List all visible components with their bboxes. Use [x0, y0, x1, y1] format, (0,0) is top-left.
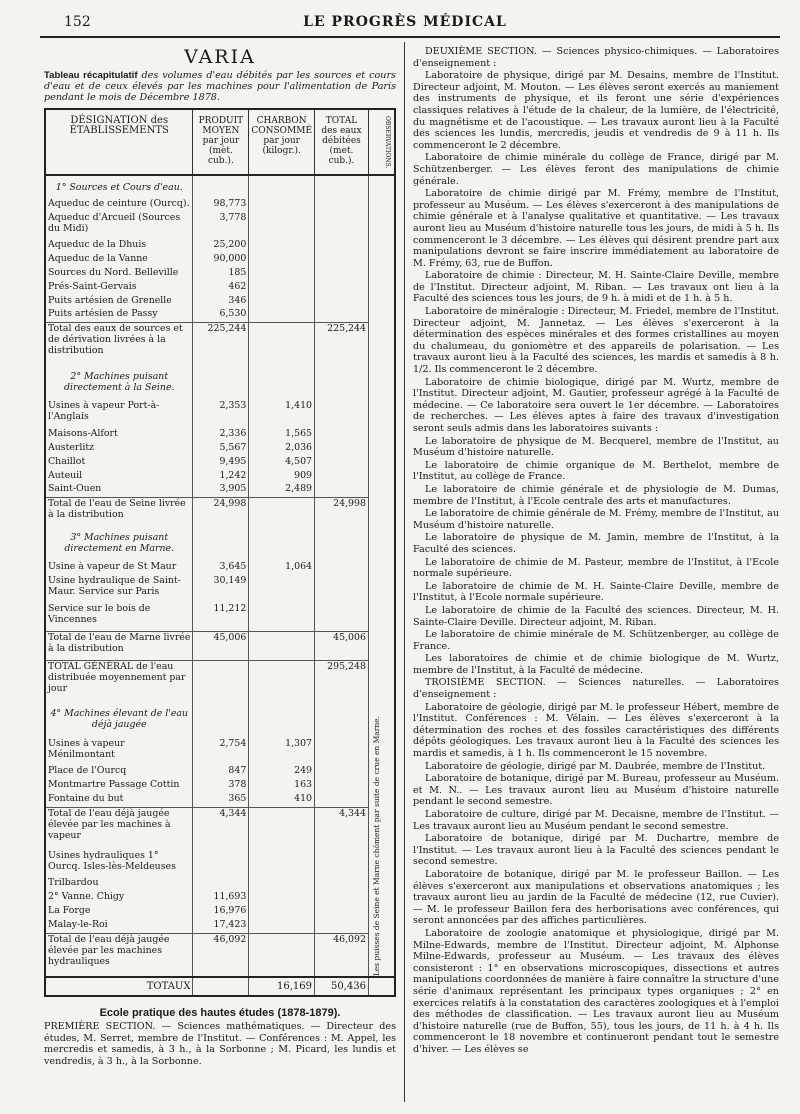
- table-cell: Malay-le-Roi: [45, 919, 193, 933]
- table-cell: 365: [193, 793, 249, 807]
- paragraph: Laboratoire de botanique, dirigé par M. le professeur Baillon. — Les élèves s'exerceront aux manipulations et observations anatomiques ; les travaux auront lieu au jardin de la Faculté de médecine (12, rue Cuvier). — M. le professeur Baillon fera des herborisations avec conférences, qui seront annoncées par des affiches particulières.: [413, 868, 779, 927]
- table-row: [45, 400, 395, 428]
- table-cell: [315, 365, 369, 400]
- table-cell: 185: [193, 267, 249, 281]
- table-row: [45, 498, 395, 526]
- table-cell: Austerlitz: [45, 442, 193, 456]
- table-caption: [44, 70, 396, 104]
- paragraph: Les laboratoires de chimie et de chimie biologique de M. Wurtz, membre de l'Institut, à la Faculté de médecine.: [413, 653, 779, 676]
- table-cell: [193, 850, 249, 878]
- table-cell: 3° Machines puisant directement en Marne.: [45, 526, 193, 561]
- table-cell: [315, 428, 369, 442]
- table-cell: 24,998: [193, 498, 249, 526]
- column-divider: [404, 42, 405, 1102]
- table-cell: [249, 660, 315, 702]
- table-row: [45, 660, 395, 702]
- table-cell: [315, 175, 369, 198]
- paragraph: Laboratoire de chimie dirigé par M. Frémy, membre de l'Institut, professeur au Muséum. — Les élèves s'exerceront à des manipulations de chimie générale et à l'analyse qualitative et quantitative. — Les travaux auront lieu au Muséum d'histoire naturelle tous les jours, de midi à 5 h. Ils commenceront le 3 décembre. — Les élèves qui désirent prendre part aux manipulations devront se faire inscrire immédiatement au laboratoire de M. Frémy, 63, rue de Buffon.: [413, 188, 779, 269]
- table-row: [45, 526, 395, 561]
- table-cell: 46,092: [193, 933, 249, 977]
- obs-cell: [368, 175, 395, 977]
- table-row: [45, 575, 395, 603]
- table-cell: 909: [249, 470, 315, 484]
- table-cell: [368, 977, 395, 996]
- table-cell: 346: [193, 295, 249, 309]
- table-row: [45, 253, 395, 267]
- table-cell: [315, 400, 369, 428]
- table-cell: [249, 198, 315, 212]
- table-cell: Aqueduc de la Vanne: [45, 253, 193, 267]
- col-charbon: CHARBON CONSOMMÉ par jour (kilogr.).: [249, 109, 315, 175]
- table-cell: Aqueduc d'Arcueil (Sources du Midi): [45, 212, 193, 240]
- table-cell: [315, 281, 369, 295]
- table-cell: [315, 738, 369, 766]
- table-row: [45, 877, 395, 891]
- table-cell: 2,489: [249, 483, 315, 497]
- table-cell: [315, 308, 369, 322]
- table-cell: 46,092: [315, 933, 369, 977]
- table-cell: [249, 267, 315, 281]
- table-cell: [315, 561, 369, 575]
- table-cell: Prés-Saint-Gervais: [45, 281, 193, 295]
- table-cell: 4° Machines élevant de l'eau déjà jaugée: [45, 702, 193, 737]
- table-cell: [249, 526, 315, 561]
- table-row: [45, 175, 395, 198]
- table-cell: [249, 365, 315, 400]
- table-cell: [249, 575, 315, 603]
- table-cell: 16,976: [193, 905, 249, 919]
- table-cell: La Forge: [45, 905, 193, 919]
- table-cell: Puits artésien de Passy: [45, 308, 193, 322]
- table-row: [45, 456, 395, 470]
- table-row: [45, 738, 395, 766]
- table-cell: Trilbardou: [45, 877, 193, 891]
- paragraph: Laboratoire de botanique, dirigé par M. Duchartre, membre de l'Institut. — Les travaux auront lieu à la Faculté des sciences pendant le second semestre.: [413, 833, 779, 868]
- ecole-text: PREMIÈRE SECTION. — Sciences mathématiques. — Directeur des études, M. Serret, membre de l'Institut. — Conférences : M. Appel, les mercredis et samedis, à 3 h., à la Sorbonne ; M. Picard, les lundis et vendredis, à 3 h., à la Sorbonne.: [44, 1021, 396, 1067]
- totals-row: [45, 977, 395, 996]
- table-cell: 295,248: [315, 660, 369, 702]
- paragraph: Laboratoire de chimie biologique, dirigé par M. Wurtz, membre de l'Institut. Directeur adjoint, M. Gautier, professeur agrégé à la Faculté de médecine. — Ce laboratoire sera ouvert le 1er décembre. — Laboratoires de recherches. — Les élèves aptes à faire des travaux d'investigation seront seuls admis dans les laboratoires suivants :: [413, 376, 779, 434]
- table-cell: [315, 483, 369, 497]
- table-cell: 1,565: [249, 428, 315, 442]
- table-row: [45, 483, 395, 497]
- table-cell: Aqueduc de la Dhuis: [45, 239, 193, 253]
- paragraph: Laboratoire de minéralogie : Directeur, M. Friedel, membre de l'Institut. Directeur adjoint, M. Jannetaz. — Les élèves s'exerceront à la détermination des espèces minérales et des formes cristallines au moyen du chalumeau, du goniomètre et des appareils de polarisation. — Les travaux auront lieu à la Faculté des sciences, les mardis et samedis à 8 h. 1/2. Ils commenceront le 2 décembre.: [413, 306, 779, 376]
- table-cell: 410: [249, 793, 315, 807]
- section-title: VARIA: [184, 46, 256, 68]
- table-cell: [249, 877, 315, 891]
- paragraph: DEUXIÈME SECTION. — Sciences physico-chimiques. — Laboratoires d'enseignement :: [413, 46, 779, 69]
- table-row: [45, 267, 395, 281]
- table-cell: 1,410: [249, 400, 315, 428]
- table-cell: [249, 308, 315, 322]
- table-cell: [249, 631, 315, 660]
- paragraph: Le laboratoire de chimie générale et de physiologie de M. Dumas, membre de l'Institut, à l'Ecole centrale des arts et manufactures.: [413, 483, 779, 507]
- page-header: [40, 14, 770, 36]
- table-cell: [315, 526, 369, 561]
- table-cell: Montmartre Passage Cottin: [45, 779, 193, 793]
- table-cell: [249, 212, 315, 240]
- col-produit: PRODUIT MOYEN par jour (mèt. cub.).: [193, 109, 249, 175]
- paragraph: Le laboratoire de chimie générale de M. Frémy, membre de l'Institut, au Muséum d'histoire naturelle.: [413, 508, 779, 531]
- table-row: [45, 631, 395, 660]
- paragraph: Le laboratoire de chimie minérale de M. Schützenberger, au collège de France.: [413, 629, 779, 652]
- paragraph: TROISIÈME SECTION. — Sciences naturelles. — Laboratoires d'enseignement :: [413, 677, 779, 701]
- table-row: [45, 295, 395, 309]
- table-cell: Service sur le bois de Vincennes: [45, 603, 193, 631]
- table-cell: [315, 779, 369, 793]
- paragraph: Le laboratoire de chimie organique de M. Berthelot, membre de l'Institut, au collège de France.: [413, 459, 779, 483]
- table-cell: [193, 977, 249, 996]
- table-cell: [315, 793, 369, 807]
- paragraph: Laboratoire de chimie minérale du collège de France, dirigé par M. Schützenberger. — Les élèves feront des manipulations de chimie générale.: [413, 152, 779, 187]
- table-cell: 1° Sources et Cours d'eau.: [45, 175, 193, 198]
- table-cell: [315, 442, 369, 456]
- water-table: [44, 108, 396, 998]
- table-row: [45, 198, 395, 212]
- table-cell: Puits artésien de Grenelle: [45, 295, 193, 309]
- table-row: [45, 891, 395, 905]
- table-cell: Total de l'eau de Marne livrée à la distribution: [45, 631, 193, 660]
- table-cell: [315, 702, 369, 737]
- paragraph: Le laboratoire de chimie de la Faculté des sciences. Directeur, M. H. Sainte-Claire Deville. Directeur adjoint, M. Riban.: [413, 604, 779, 628]
- table-row: [45, 933, 395, 977]
- table-cell: 3,905: [193, 483, 249, 497]
- table-cell: 5,567: [193, 442, 249, 456]
- table-row: [45, 793, 395, 807]
- table-cell: [249, 603, 315, 631]
- table-cell: [315, 456, 369, 470]
- table-cell: [315, 603, 369, 631]
- table-cell: 24,998: [315, 498, 369, 526]
- col-designation: DÉSIGNATION des ÉTABLISSEMENTS: [45, 109, 193, 175]
- table-cell: [315, 253, 369, 267]
- table-cell: 1,307: [249, 738, 315, 766]
- table-cell: [315, 470, 369, 484]
- table-cell: [315, 295, 369, 309]
- table-cell: 225,244: [193, 323, 249, 365]
- table-cell: [193, 365, 249, 400]
- table-cell: 11,693: [193, 891, 249, 905]
- table-cell: [249, 239, 315, 253]
- table-cell: Place de l'Ourcq: [45, 765, 193, 779]
- table-cell: 2,036: [249, 442, 315, 456]
- table-cell: Aqueduc de ceinture (Ourcq).: [45, 198, 193, 212]
- table-cell: [249, 905, 315, 919]
- table-row: [45, 765, 395, 779]
- table-cell: 2° Vanne. Chigy: [45, 891, 193, 905]
- caption-rest: des volumes d'eau débités par les sources et cours d'eau et de ceux élevés par les machines pour l'alimentation de Paris pendant le mois de Décembre 1878.: [44, 70, 396, 104]
- table-cell: Fontaine du but: [45, 793, 193, 807]
- table-cell: 90,000: [193, 253, 249, 267]
- totals-coal: 16,169: [249, 977, 315, 996]
- table-row: [45, 561, 395, 575]
- table-cell: 225,244: [315, 323, 369, 365]
- table-cell: 2,336: [193, 428, 249, 442]
- table-cell: 4,507: [249, 456, 315, 470]
- table-cell: 2° Machines puisant directement à la Seine.: [45, 365, 193, 400]
- table-cell: [249, 850, 315, 878]
- table-cell: 6,530: [193, 308, 249, 322]
- table-cell: [315, 239, 369, 253]
- table-cell: [193, 175, 249, 198]
- col-observations: OBSERVATIONS.: [368, 109, 395, 175]
- table-cell: 3,645: [193, 561, 249, 575]
- observations-note: Les puisses de Seine et Marne chôment par suite de crue en Marne.: [371, 716, 381, 977]
- journal-title: LE PROGRÈS MÉDICAL: [303, 14, 507, 30]
- table-row: [45, 323, 395, 365]
- table-cell: 163: [249, 779, 315, 793]
- table-cell: 378: [193, 779, 249, 793]
- paragraph: Laboratoire de chimie : Directeur, M. H. Sainte-Claire Deville, membre de l'Institut. Directeur adjoint, M. Riban. — Les travaux ont lieu à la Faculté des sciences tous les jours, de 9 h. à midi et de 1 h. à 5 h.: [413, 270, 779, 305]
- table-cell: Total de l'eau déjà jaugée élevée par les machines à vapeur: [45, 808, 193, 850]
- table-cell: [249, 295, 315, 309]
- table-cell: 25,200: [193, 239, 249, 253]
- table-cell: 1,242: [193, 470, 249, 484]
- paragraph: Le laboratoire de chimie de M. H. Sainte-Claire Deville, membre de l'Institut, à l'Ecole normale supérieure.: [413, 580, 779, 604]
- table-cell: [315, 850, 369, 878]
- paragraph: Laboratoire de géologie, dirigé par M. Daubrée, membre de l'Institut.: [425, 760, 766, 772]
- table-cell: 4,344: [315, 808, 369, 850]
- table-row: [45, 470, 395, 484]
- table-cell: Total de l'eau déjà jaugée élevée par les machines hydrauliques: [45, 933, 193, 977]
- paragraph: Laboratoire de botanique, dirigé par M. Bureau, professeur au Muséum. et M. N.. — Les travaux auront lieu au Muséum d'histoire naturelle pendant le second semestre.: [413, 773, 779, 808]
- paragraph: Le laboratoire de physique de M. Jamin, membre de l'Institut, à la Faculté des sciences.: [413, 532, 779, 555]
- table-row: [45, 808, 395, 850]
- table-cell: [193, 526, 249, 561]
- table-cell: [249, 919, 315, 933]
- paragraph: Laboratoire de physique, dirigé par M. Desains, membre de l'Institut. Directeur adjoint, M. Mouton. — Les élèves seront exercés au maniement des instruments de physique, et ils feront une série d'expériences classiques relatives à l'étude de la chaleur, de la lumière, de l'électricité, du magnétisme et de l'acoustique. — Les travaux auront lieu à la Faculté des sciences les lundis, mercredis, jeudis et vendredis de 9 à 11 h. Ils commenceront le 2 décembre.: [413, 70, 779, 151]
- left-column: [44, 46, 396, 1068]
- header-rule: [40, 36, 780, 38]
- table-row: [45, 779, 395, 793]
- table-cell: [315, 267, 369, 281]
- table-cell: 17,423: [193, 919, 249, 933]
- table-cell: 9,495: [193, 456, 249, 470]
- table-cell: [315, 198, 369, 212]
- table-cell: 2,353: [193, 400, 249, 428]
- ecole-title: Ecole pratique des hautes études (1878-1879).: [99, 1007, 341, 1020]
- paragraph: Laboratoire de géologie, dirigé par M. le professeur Hébert, membre de l'Institut. Conférences : M. Vélain. — Les élèves s'exerceront à la détermination des roches et des fossiles caractéristiques des différents dépôts géologiques. Les travaux auront lieu à la Faculté des sciences les mardis et samedis, à 1 h. Ils commenceront le 15 novembre.: [413, 701, 779, 760]
- table-cell: 2,754: [193, 738, 249, 766]
- table-cell: [193, 660, 249, 702]
- table-cell: [249, 498, 315, 526]
- table-cell: [315, 575, 369, 603]
- col-total: TOTAL des eaux débitées (met. cub.).: [315, 109, 369, 175]
- table-row: [45, 850, 395, 878]
- page-number: 152: [64, 14, 91, 30]
- table-cell: 30,149: [193, 575, 249, 603]
- table-row: [45, 365, 395, 400]
- totals-total: 50,436: [315, 977, 369, 996]
- table-cell: Saint-Ouen: [45, 483, 193, 497]
- table-cell: Usines à vapeur Port-à-l'Anglais: [45, 400, 193, 428]
- table-cell: [249, 933, 315, 977]
- table-cell: [249, 175, 315, 198]
- right-column: [413, 46, 779, 1056]
- table-cell: [193, 877, 249, 891]
- paragraph: Laboratoire de culture, dirigé par M. Decaisne, membre de l'Institut. — Les travaux auront lieu au Muséum pendant le second semestre.: [413, 809, 779, 832]
- table-cell: Usines hydrauliques 1° Ourcq. Isles-lès-Meldeuses: [45, 850, 193, 878]
- table-cell: 98,773: [193, 198, 249, 212]
- table-cell: 11,212: [193, 603, 249, 631]
- table-row: [45, 308, 395, 322]
- table-row: [45, 281, 395, 295]
- caption-bold: Tableau récapitulatif: [44, 70, 138, 81]
- table-cell: [315, 765, 369, 779]
- table-cell: 3,778: [193, 212, 249, 240]
- table-cell: 1,064: [249, 561, 315, 575]
- table-cell: [249, 891, 315, 905]
- table-cell: 45,006: [315, 631, 369, 660]
- table-cell: Usine hydraulique de Saint-Maur. Service sur Paris: [45, 575, 193, 603]
- table-cell: Usine à vapeur de St Maur: [45, 561, 193, 575]
- table-cell: Sources du Nord. Belleville: [45, 267, 193, 281]
- paragraph: Le laboratoire de chimie de M. Pasteur, membre de l'Institut, à l'Ecole normale supérieure.: [413, 556, 779, 580]
- paragraph: Le laboratoire de physique de M. Becquerel, membre de l'Institut, au Muséum d'histoire naturelle.: [413, 435, 779, 459]
- table-cell: [249, 253, 315, 267]
- table-cell: [315, 877, 369, 891]
- table-cell: 462: [193, 281, 249, 295]
- table-cell: [249, 281, 315, 295]
- table-cell: [249, 323, 315, 365]
- table-row: [45, 442, 395, 456]
- table-cell: [315, 919, 369, 933]
- table-row: [45, 919, 395, 933]
- table-row: [45, 905, 395, 919]
- table-row: [45, 212, 395, 240]
- table-row: [45, 239, 395, 253]
- table-row: [45, 428, 395, 442]
- table-cell: Total de l'eau de Seine livrée à la distribution: [45, 498, 193, 526]
- table-cell: [193, 702, 249, 737]
- table-row: [45, 603, 395, 631]
- table-cell: Auteuil: [45, 470, 193, 484]
- table-cell: [315, 891, 369, 905]
- table-cell: Chaillot: [45, 456, 193, 470]
- table-cell: [249, 702, 315, 737]
- table-cell: [315, 212, 369, 240]
- table-cell: Total des eaux de sources et de dérivation livrées à la distribution: [45, 323, 193, 365]
- table-cell: [315, 905, 369, 919]
- table-cell: 847: [193, 765, 249, 779]
- table-cell: Usines à vapeur Ménilmontant: [45, 738, 193, 766]
- totals-label: TOTAUX: [45, 977, 193, 996]
- table-cell: 4,344: [193, 808, 249, 850]
- table-cell: [249, 808, 315, 850]
- table-row: [45, 702, 395, 737]
- table-cell: 45,006: [193, 631, 249, 660]
- table-cell: Maisons-Alfort: [45, 428, 193, 442]
- table-cell: TOTAL GÉNÉRAL de l'eau distribuée moyennement par jour: [45, 660, 193, 702]
- paragraph: Laboratoire de zoologie anatomique et physiologique, dirigé par M. Milne-Edwards, membre de l'Institut. Directeur adjoint, M. Alphonse Milne-Edwards, professeur au Muséum. — Les travaux des élèves consisteront : 1° en observations microscopiques, dissections et autres manipulations coordonnées de manière à faire connaître la structure d'une série d'animaux représentant les principaux types organiques ; 2° en exercices relatifs à la constatation des caractères zoologiques et à l'emploi des méthodes de classification. — Les travaux auront lieu au Muséum d'histoire naturelle (rue de Buffon, 55), tous les jours, de 11 h. à 4 h. Ils commenceront le 18 novembre et continueront pendant tout le semestre d'hiver. — Les élèves se: [413, 927, 779, 1055]
- table-cell: 249: [249, 765, 315, 779]
